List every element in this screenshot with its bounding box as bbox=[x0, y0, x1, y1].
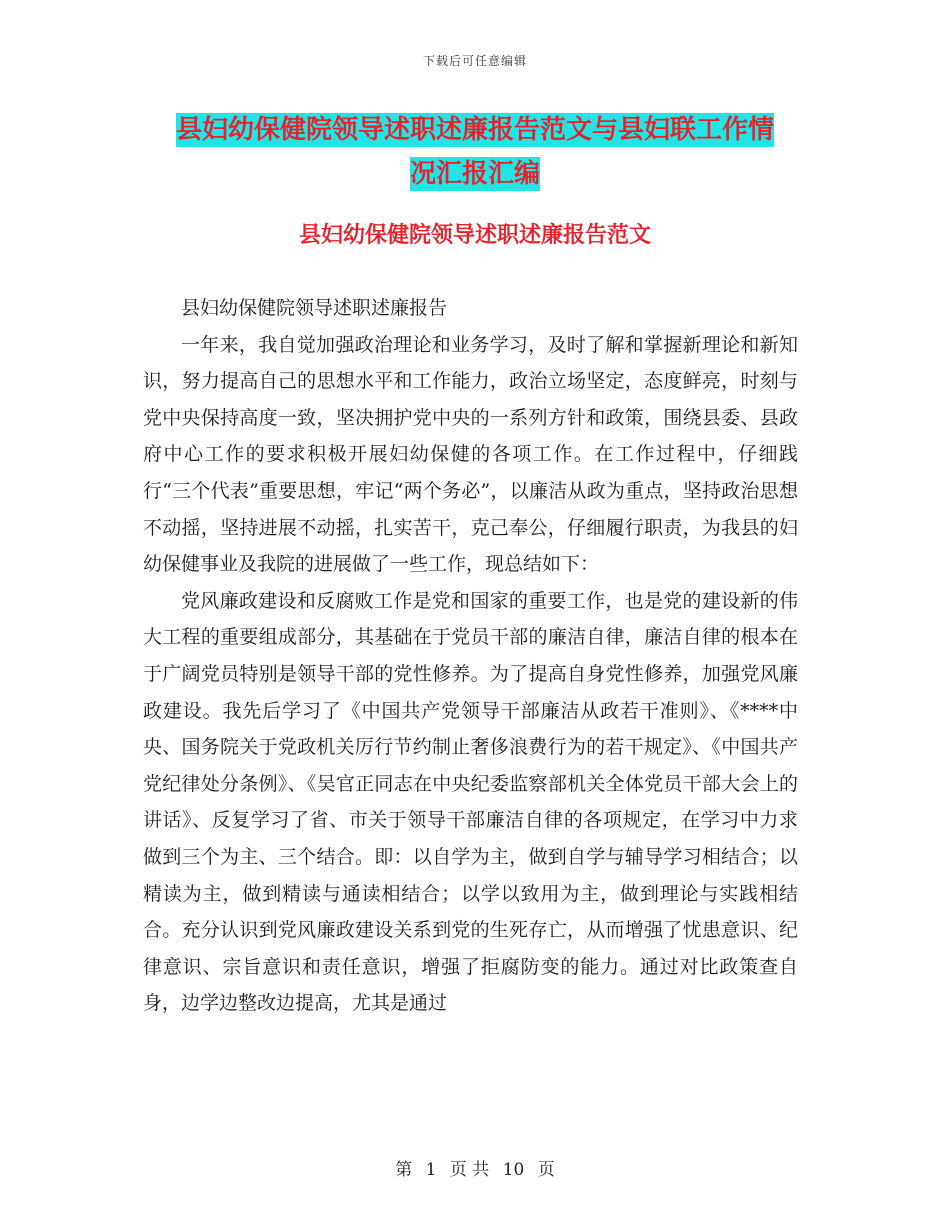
page-prefix: 第 bbox=[395, 1160, 413, 1180]
page-suffix: 页 bbox=[537, 1160, 555, 1180]
page-total: 10 bbox=[502, 1160, 525, 1180]
paragraph-intro: 一年来，我自觉加强政治理论和业务学习，及时了解和掌握新理论和新知识，努力提高自己的思想水平和工作能力，政治立场坚定，态度鲜亮，时刻与党中央保持高度一致，坚决拥护党中央的一系列方针和政策，围绕县委、县政府中心工作的要求积极开展妇幼保健的各项工作。在工作过程中，仔细践行“三个代表”重要思想，牢记“两个务必”，以廉洁从政为重点，坚持政治思想不动摇，坚持进展不动摇，扎实苦干，克己奉公，仔细履行职责，为我县的妇幼保健事业及我院的进展做了一些工作，现总结如下： bbox=[143, 333, 798, 576]
page-mid: 页 共 bbox=[449, 1160, 490, 1180]
body-text bbox=[143, 290, 798, 1022]
document-title-text-2: 况汇报汇编 bbox=[409, 159, 540, 189]
page-footer bbox=[0, 1155, 950, 1180]
section-title: 县妇幼保健院领导述职述廉报告范文 bbox=[298, 223, 651, 248]
document-title-text-1: 县妇幼保健院领导述职述廉报告范文与县妇联工作情 bbox=[175, 115, 774, 145]
paragraph-report-heading: 县妇幼保健院领导述职述廉报告 bbox=[181, 297, 448, 319]
header-note: 下载后可任意编辑 bbox=[422, 54, 527, 68]
document-title-line-2 bbox=[0, 152, 950, 196]
page-current: 1 bbox=[425, 1160, 437, 1180]
paragraph-party-building: 党风廉政建设和反腐败工作是党和国家的重要工作，也是党的建设新的伟大工程的重要组成部分，其基础在于党员干部的廉洁自律，廉洁自律的根本在于广阔党员特别是领导干部的党性修养。为了提高自身党性修养，加强党风廉政建设。我先后学习了《中国共产党领导干部廉洁从政若干准则》、《****中央、国务院关于党政机关厉行节约制止奢侈浪费行为的若干规定》、《中国共产党纪律处分条例》、《吴官正同志在中央纪委监察部机关全体党员干部大会上的讲话》、反复学习了省、市关于领导干部廉洁自律的各项规定，在学习中力求做到三个为主、三个结合。即：以自学为主，做到自学与辅导学习相结合；以精读为主，做到精读与通读相结合；以学以致用为主，做到理论与实践相结合。充分认识到党风廉政建设关系到党的生死存亡，从而增强了忧患意识、纪律意识、宗旨意识和责任意识，增强了拒腐防变的能力。通过对比政策查自身，边学边整改边提高，尤其是通过 bbox=[143, 589, 798, 1015]
document-title-line-1 bbox=[0, 108, 950, 152]
